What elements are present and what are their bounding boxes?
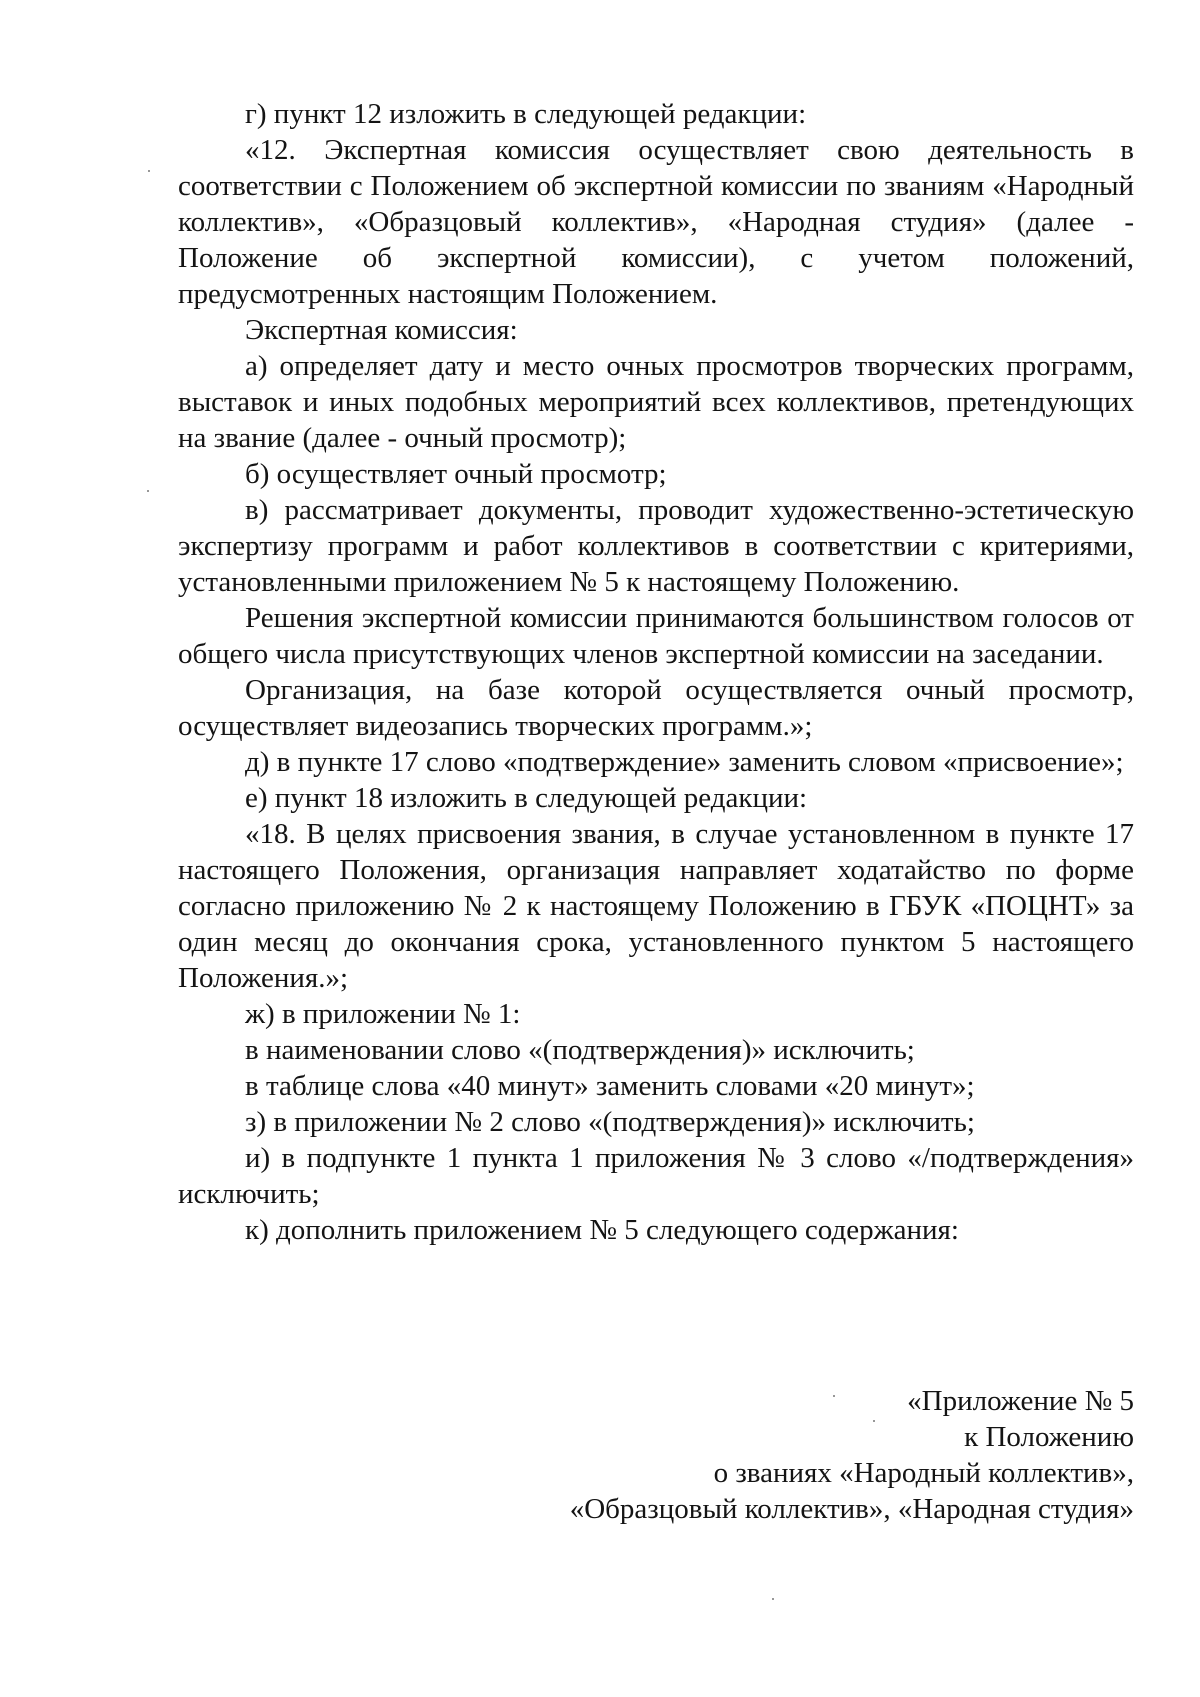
scan-speck: [147, 490, 149, 492]
appendix-header: [334, 1383, 1134, 1527]
appendix-reference: к Положению: [964, 1421, 1134, 1453]
paragraph-organization: Организация, на базе которой осуществляется очный просмотр, осуществляет видеозапись творческих программ.»;: [178, 674, 1134, 742]
paragraph-item-g: г) пункт 12 изложить в следующей редакции:: [245, 98, 807, 130]
paragraph-item-e: е) пункт 18 изложить в следующей редакции:: [245, 782, 808, 814]
paragraph-sub-v: в) рассматривает документы, проводит художественно-эстетическую экспертизу программ и работ коллективов в соответствии с критериями, установленными приложением № 5 к настоящему Положению.: [178, 494, 1134, 598]
paragraph-item-z: з) в приложении № 2 слово «(подтверждения)» исключить;: [245, 1106, 975, 1138]
paragraph-table: в таблице слова «40 минут» заменить словами «20 минут»;: [245, 1070, 975, 1102]
paragraph-item-zh: ж) в приложении № 1:: [245, 998, 521, 1030]
scan-speck: [148, 170, 150, 172]
paragraph-sub-a: а) определяет дату и место очных просмотров творческих программ, выставок и иных подобных мероприятий всех коллективов, претендующих на звание (далее - очный просмотр);: [178, 350, 1134, 454]
appendix-subject-line-2: «Образцовый коллектив», «Народная студия»: [569, 1493, 1134, 1525]
paragraph-point-18: «18. В целях присвоения звания, в случае установленном в пункте 17 настоящего Положения, организация направляет ходатайство по форме согласно приложению № 2 к настоящему Положению в ГБУК «ПОЦНТ» за один месяц до окончания срока, установленного пунктом 5 настоящего Положения.»;: [178, 818, 1134, 994]
paragraph-item-d: д) в пункте 17 слово «подтверждение» заменить словом «присвоение»;: [245, 746, 1124, 778]
appendix-subject-line-1: о званиях «Народный коллектив»,: [713, 1457, 1134, 1489]
scan-speck: [772, 1598, 774, 1600]
paragraph-item-k: к) дополнить приложением № 5 следующего содержания:: [245, 1214, 959, 1246]
scan-speck: [873, 1420, 875, 1422]
paragraph-commission-heading: Экспертная комиссия:: [245, 314, 518, 346]
paragraph-sub-b: б) осуществляет очный просмотр;: [245, 458, 667, 490]
scan-speck: [833, 1395, 835, 1397]
paragraph-decisions: Решения экспертной комиссии принимаются большинством голосов от общего числа присутствующих членов экспертной комиссии на заседании.: [178, 602, 1134, 670]
paragraph-item-i: и) в подпункте 1 пункта 1 приложения № 3 слово «/подтверждения» исключить;: [178, 1142, 1134, 1210]
document-body: [178, 96, 1134, 1248]
paragraph-naming: в наименовании слово «(подтверждения)» исключить;: [245, 1034, 915, 1066]
paragraph-point-12: «12. Экспертная комиссия осуществляет свою деятельность в соответствии с Положением об экспертной комиссии по званиям «Народный коллектив», «Образцовый коллектив», «Народная студия» (далее - Положение об экспертной комиссии), с учетом положений, предусмотренных настоящим Положением.: [178, 134, 1134, 310]
appendix-title: «Приложение № 5: [907, 1385, 1134, 1417]
